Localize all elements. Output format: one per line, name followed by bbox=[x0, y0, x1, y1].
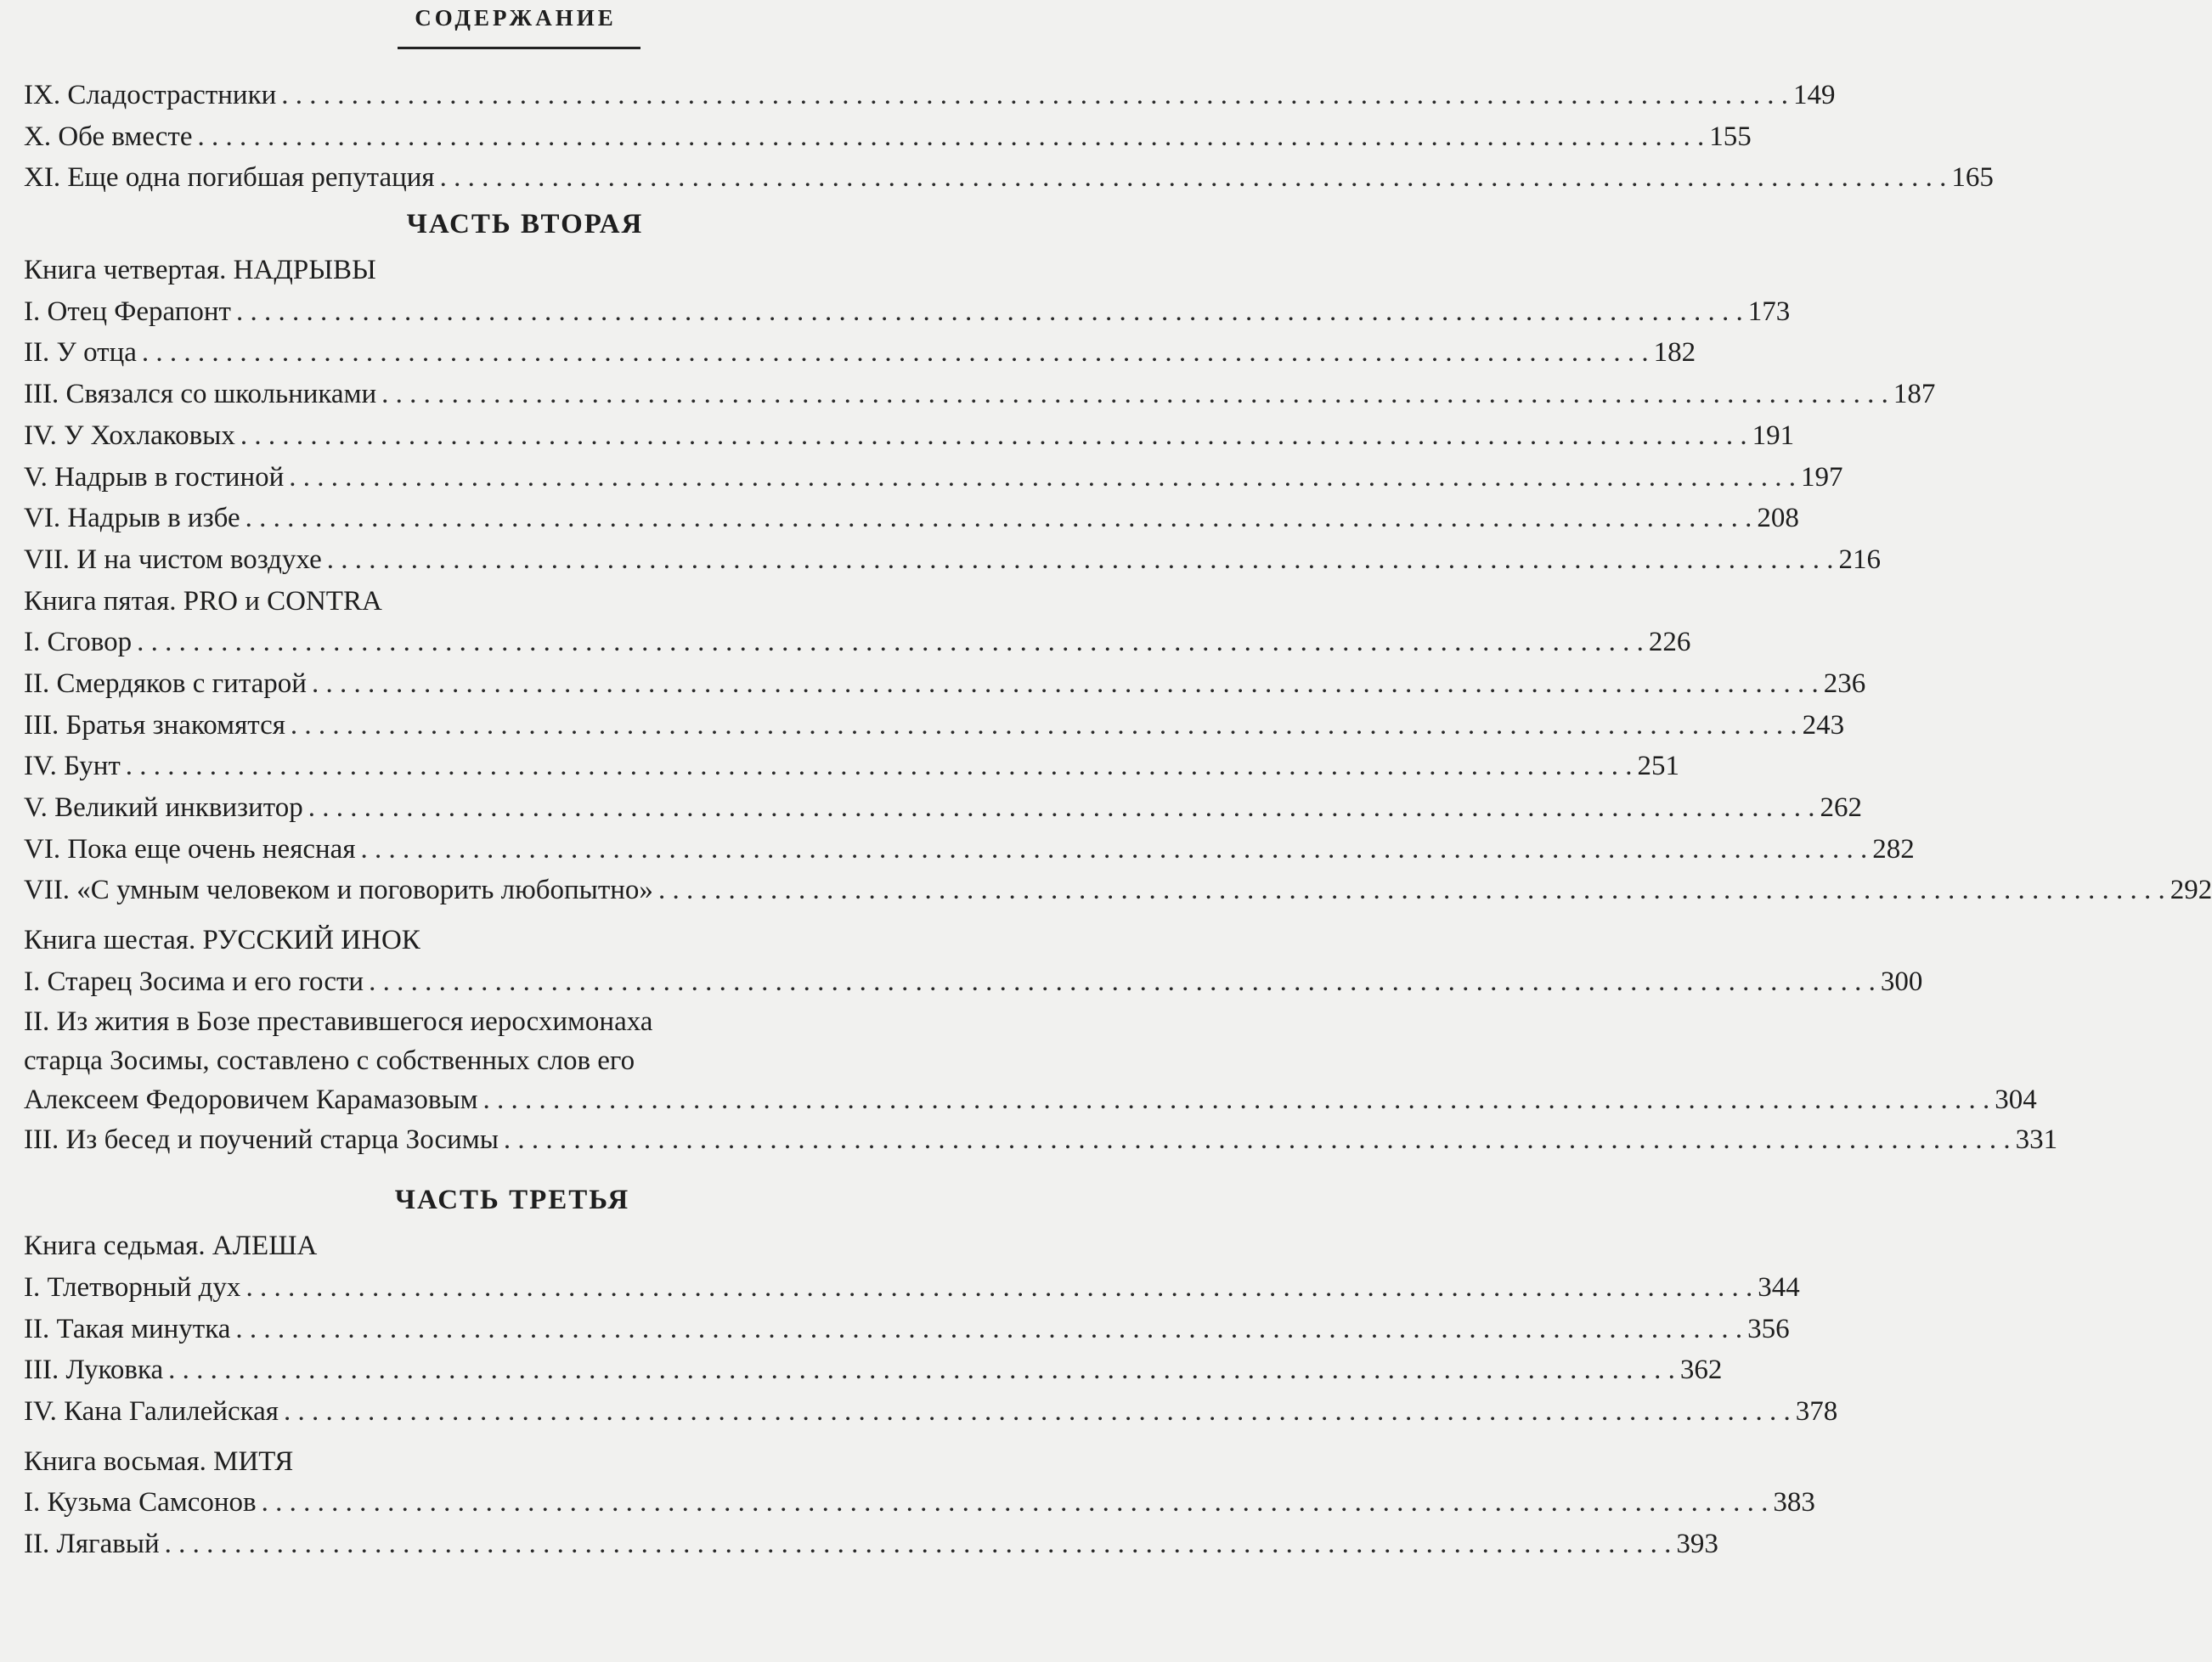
dot-leader bbox=[257, 1482, 1774, 1524]
entry-title: VII. «С умным человеком и поговорить любопытно» bbox=[24, 875, 653, 906]
entry-title: II. Такая минутка bbox=[24, 1313, 231, 1344]
toc-entry[interactable] bbox=[24, 1482, 1815, 1524]
page-number: 173 bbox=[1747, 296, 1791, 327]
toc-entry-multiline[interactable] bbox=[24, 1002, 2037, 1119]
toc-entry[interactable] bbox=[24, 539, 1882, 581]
page-number: 208 bbox=[1757, 503, 1799, 534]
page-number: 243 bbox=[1802, 709, 1845, 741]
dot-leader bbox=[137, 332, 1654, 374]
page-number: 362 bbox=[1679, 1355, 1723, 1386]
page-number: 344 bbox=[1758, 1271, 1800, 1303]
entry-title-line: Алексеем Федоровичем Карамазовым bbox=[24, 1085, 478, 1116]
page-number: 191 bbox=[1752, 420, 1795, 451]
part-heading: ЧАСТЬ ВТОРАЯ bbox=[406, 209, 644, 240]
book-heading: Книга восьмая. МИТЯ bbox=[24, 1445, 294, 1477]
page-number: 226 bbox=[1648, 627, 1691, 658]
toc-entry[interactable] bbox=[24, 705, 1845, 746]
page-number: 216 bbox=[1838, 544, 1882, 575]
dot-leader bbox=[276, 75, 1793, 116]
page-number: 197 bbox=[1801, 461, 1843, 493]
page-number: 149 bbox=[1793, 80, 1836, 110]
dot-leader bbox=[356, 829, 1873, 870]
entry-title: IV. У Хохлаковых bbox=[24, 420, 235, 451]
entry-title: X. Обе вместе bbox=[24, 121, 193, 152]
dot-leader bbox=[303, 787, 1820, 829]
dot-leader bbox=[193, 116, 1710, 158]
entry-last-line bbox=[24, 1080, 2037, 1119]
dot-leader bbox=[364, 961, 1881, 1003]
dot-leader bbox=[235, 415, 1752, 457]
page-number: 282 bbox=[1872, 833, 1915, 865]
entry-title: I. Старец Зосима и его гости bbox=[24, 966, 364, 997]
dot-leader bbox=[240, 1267, 1758, 1309]
toc-entry[interactable] bbox=[24, 1524, 1718, 1565]
toc-entry[interactable] bbox=[24, 498, 1799, 539]
toc-entry[interactable] bbox=[24, 332, 1696, 374]
dot-leader bbox=[231, 291, 1748, 333]
page-number: 331 bbox=[2015, 1124, 2058, 1156]
page-number: 383 bbox=[1773, 1487, 1815, 1518]
toc-entry[interactable] bbox=[24, 663, 1866, 705]
entry-title: III. Из бесед и поучений старца Зосимы bbox=[24, 1124, 499, 1156]
toc-entry[interactable] bbox=[24, 961, 1923, 1003]
running-head: СОДЕРЖАНИЕ bbox=[415, 5, 617, 31]
dot-leader bbox=[376, 374, 1893, 415]
page-number: 356 bbox=[1747, 1313, 1790, 1344]
entry-title: II. Смердяков с гитарой bbox=[24, 668, 307, 699]
entry-title: III. Связался со школьниками bbox=[24, 379, 377, 410]
entry-title: III. Луковка bbox=[24, 1355, 164, 1386]
toc-entry[interactable] bbox=[24, 1349, 1723, 1391]
entry-title-line: старца Зосимы, составлено с собственных слов его bbox=[24, 1045, 635, 1077]
page-number: 292 bbox=[2170, 875, 2212, 906]
entry-title: II. Лягавый bbox=[24, 1528, 160, 1559]
toc-entry[interactable] bbox=[24, 116, 1752, 158]
entry-title: IX. Сладострастники bbox=[24, 80, 277, 110]
toc-entry[interactable] bbox=[24, 870, 2212, 911]
toc-entry[interactable] bbox=[24, 829, 1915, 870]
page-number: 155 bbox=[1709, 121, 1752, 152]
entry-title: IV. Кана Галилейская bbox=[24, 1395, 279, 1427]
toc-entry[interactable] bbox=[24, 415, 1795, 457]
dot-leader bbox=[284, 457, 1801, 499]
dot-leader bbox=[160, 1524, 1677, 1565]
book-heading: Книга пятая. PRO и CONTRA bbox=[24, 585, 382, 617]
dot-leader bbox=[285, 705, 1803, 746]
book-heading: Книга четвертая. НАДРЫВЫ bbox=[24, 255, 376, 286]
entry-title: I. Кузьма Самсонов bbox=[24, 1487, 257, 1518]
entry-title: VI. Пока еще очень неясная bbox=[24, 833, 356, 865]
table-of-contents bbox=[24, 75, 2212, 1565]
entry-title: II. У отца bbox=[24, 337, 137, 369]
entry-title-line: II. Из жития в Бозе преставившегося иеросхимонаха bbox=[24, 1006, 653, 1038]
entry-title: XI. Еще одна погибшая репутация bbox=[24, 162, 435, 194]
part-heading: ЧАСТЬ ТРЕТЬЯ bbox=[394, 1185, 630, 1216]
page-number: 393 bbox=[1676, 1528, 1718, 1559]
toc-entry[interactable] bbox=[24, 1391, 1838, 1433]
page-number: 304 bbox=[1995, 1085, 2037, 1116]
toc-entry[interactable] bbox=[24, 457, 1843, 499]
toc-entry[interactable] bbox=[24, 1309, 1790, 1350]
toc-entry[interactable] bbox=[24, 75, 1836, 116]
entry-title: I. Отец Ферапонт bbox=[24, 296, 231, 327]
dot-leader bbox=[132, 622, 1649, 663]
entry-title: VI. Надрыв в избе bbox=[24, 503, 240, 534]
page-number: 187 bbox=[1893, 379, 1936, 410]
dot-leader bbox=[477, 1080, 1995, 1119]
entry-title: V. Великий инквизитор bbox=[24, 792, 303, 823]
page-number: 300 bbox=[1880, 966, 1923, 997]
book-heading: Книга седьмая. АЛЕША bbox=[24, 1231, 318, 1262]
page-number: 262 bbox=[1820, 792, 1862, 823]
toc-entry[interactable] bbox=[24, 291, 1791, 333]
dot-leader bbox=[322, 539, 1839, 581]
dot-leader bbox=[653, 870, 2170, 911]
dot-leader bbox=[307, 663, 1824, 705]
page-number: 182 bbox=[1653, 337, 1696, 369]
page-number: 251 bbox=[1637, 751, 1680, 782]
toc-entry[interactable] bbox=[24, 787, 1862, 829]
toc-entry[interactable] bbox=[24, 622, 1691, 663]
header-rule bbox=[398, 47, 640, 49]
toc-entry[interactable] bbox=[24, 746, 1680, 787]
entry-title: I. Сговор bbox=[24, 627, 133, 658]
dot-leader bbox=[163, 1349, 1680, 1391]
dot-leader bbox=[121, 746, 1638, 787]
page-number: 165 bbox=[1951, 162, 1994, 194]
toc-entry[interactable] bbox=[24, 1267, 1800, 1309]
page-number: 378 bbox=[1795, 1395, 1838, 1427]
dot-leader bbox=[499, 1119, 2016, 1161]
dot-leader bbox=[230, 1309, 1747, 1350]
entry-title: I. Тлетворный дух bbox=[24, 1271, 241, 1303]
book-heading: Книга шестая. РУССКИЙ ИНОК bbox=[24, 925, 420, 956]
entry-title: V. Надрыв в гостиной bbox=[24, 461, 285, 493]
toc-entry[interactable] bbox=[24, 1119, 2058, 1161]
dot-leader bbox=[279, 1391, 1796, 1433]
entry-title: IV. Бунт bbox=[24, 751, 121, 782]
entry-title: VII. И на чистом воздухе bbox=[24, 544, 322, 575]
dot-leader bbox=[435, 157, 1952, 199]
page-number: 236 bbox=[1823, 668, 1866, 699]
toc-entry[interactable] bbox=[24, 157, 1994, 199]
entry-title: III. Братья знакомятся bbox=[24, 709, 285, 741]
toc-entry[interactable] bbox=[24, 374, 1936, 415]
dot-leader bbox=[240, 498, 1758, 539]
